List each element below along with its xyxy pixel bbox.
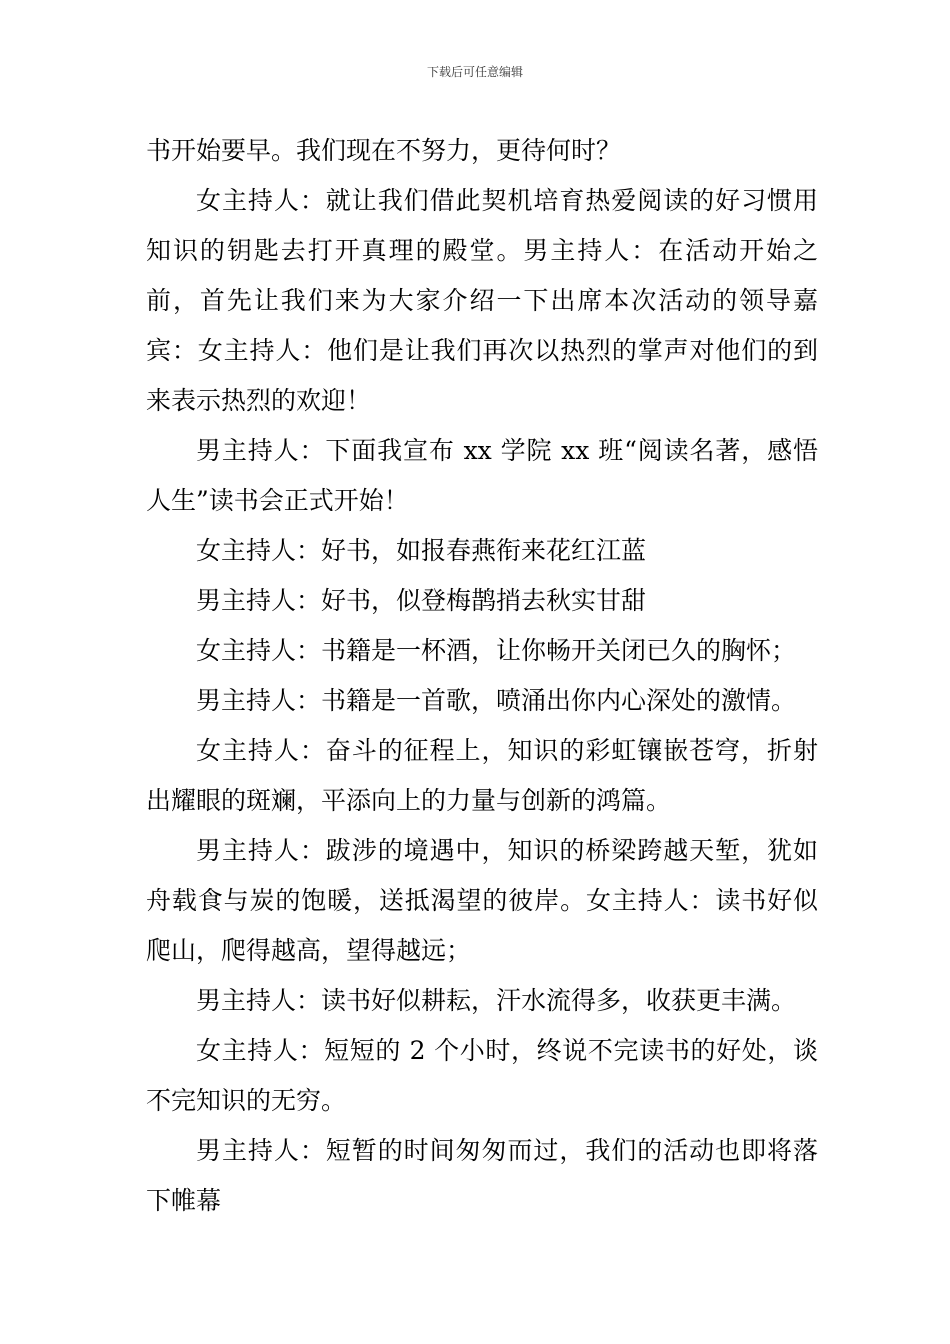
document-body — [146, 126, 818, 1226]
paragraph: 男主持人：短暂的时间匆匆而过，我们的活动也即将落下帷幕 — [146, 1136, 818, 1215]
page-header: 下载后可任意编辑 — [426, 65, 523, 79]
paragraph: 女主持人：书籍是一杯酒，让你畅开关闭已久的胸怀； — [196, 636, 797, 665]
paragraph: 女主持人：奋斗的征程上，知识的彩虹镶嵌苍穹，折射出耀眼的斑斓，平添向上的力量与创新的鸿篇。 — [146, 736, 818, 815]
paragraph: 书开始要早。我们现在不努力，更待何时？ — [146, 136, 622, 165]
paragraph: 女主持人：短短的 2 个小时，终说不完读书的好处，谈不完知识的无穷。 — [146, 1036, 818, 1115]
paragraph: 男主持人：下面我宣布 xx 学院 xx 班“阅读名著，感悟人生”读书会正式开始！ — [146, 436, 818, 515]
paragraph: 男主持人：书籍是一首歌，喷涌出你内心深处的激情。 — [196, 686, 797, 715]
paragraph: 男主持人：读书好似耕耘，汗水流得多，收获更丰满。 — [196, 986, 797, 1015]
paragraph: 男主持人：跋涉的境遇中，知识的桥梁跨越天堑，犹如舟载食与炭的饱暖，送抵渴望的彼岸。女主持人：读书好似爬山，爬得越高，望得越远； — [146, 836, 818, 965]
paragraph: 男主持人：好书，似登梅鹊捎去秋实甘甜 — [196, 586, 647, 615]
paragraph: 女主持人：好书，如报春燕衔来花红江蓝 — [196, 536, 647, 565]
paragraph: 女主持人：就让我们借此契机培育热爱阅读的好习惯用知识的钥匙去打开真理的殿堂。男主持人：在活动开始之前，首先让我们来为大家介绍一下出席本次活动的领导嘉宾：女主持人：他们是让我们再次以热烈的掌声对他们的到来表示热烈的欢迎！ — [146, 186, 818, 415]
